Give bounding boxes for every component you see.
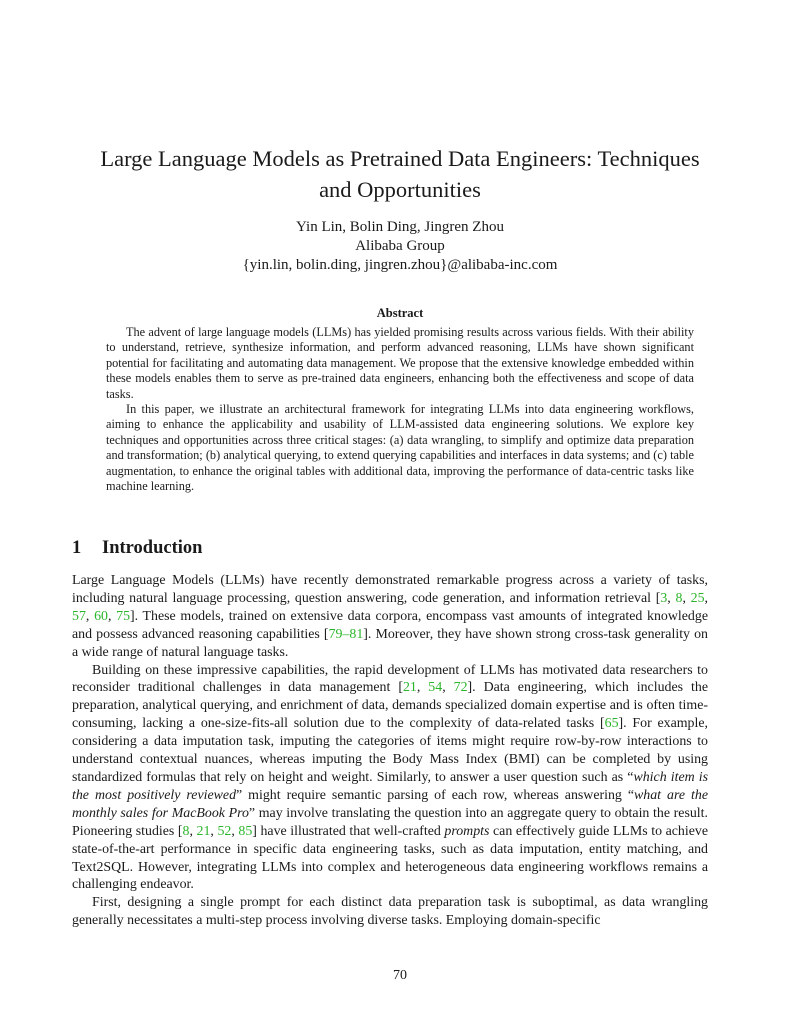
section-number: 1 [72, 538, 82, 558]
intro-paragraph-1: Large Language Models (LLMs) have recently demonstrated remarkable progress across a variety of tasks, including natural language processing, question answering, code generation, and information retrieval [3, 8, 25, 57, 60, 75]. These models, trained on extensive data corpora, encompass vast amounts of integrated knowledge and possess advanced reasoning capabilities [79–81]. Moreover, they have shown strong cross-task generality on a wide range of natural language tasks. [72, 573, 708, 660]
intro-paragraph-3: First, designing a single prompt for each distinct data preparation task is suboptimal, as data wrangling generally necessitates a multi-step process involving diverse tasks. Employing domain-specific [72, 895, 708, 929]
citation-link[interactable]: 21 [402, 680, 417, 696]
author-block [60, 218, 740, 275]
section-title: Introduction [102, 538, 203, 558]
italic-text: which item is the most positively reviewed [72, 769, 709, 803]
abstract-paragraph-2: In this paper, we illustrate an architectural framework for integrating LLMs into data engineering workflows, aiming to enhance the applicability and usability of LLM-assisted data engineering solutions. We explore key techniques and opportunities across three critical stages: (a) data wrangling, to simplify and optimize data preparation and transformation; (b) analytical querying, to extend querying capabilities and interfaces in data systems; and (c) table augmentation, to enhance the original tables with additional data, improving the performance of data-centric tasks like machine learning. [106, 402, 694, 494]
text-run: Large Language Models (LLMs) have recently demonstrated remarkable progress across a variety of tasks, including natural language processing, question answering, code generation, and information retrieval [ [72, 573, 708, 606]
affiliation: Alibaba Group [355, 238, 445, 254]
citation-link[interactable]: 57 [72, 608, 86, 624]
italic-text: what are the monthly sales for MacBook Pro [72, 787, 708, 821]
abstract-heading: Abstract [376, 306, 424, 320]
title-line-1: Large Language Models as Pretrained Data Engineers: Techniques [100, 146, 700, 171]
text-run: can effectively guide LLMs to achieve state-of-the-art performance in specific data engineering tasks, such as data imputation, entity matching, and Text2SQL. However, integrating LLMs into complex and heterogeneous data engineering workflows remains a challenging endeavor. [72, 823, 709, 893]
intro-paragraph-2: Building on these impressive capabilities, the rapid development of LLMs has motivated data researchers to reconsider traditional challenges in data management [21, 54, 72]. Data engineering, which includes the preparation, analytical querying, and enrichment of data, demands specialized domain expertise and is often time-consuming, lacking a one-size-fits-all solution due to the complexity of data-related tasks [65]. For example, considering a data imputation task, imputing the categories of items might require row-by-row interactions to understand contextual nuances, whereas imputing the Body Mass Index (BMI) can be completed by using standardized formulas that rely on height and weight. Similarly, to answer a user question such as “which item is the most positively reviewed” might require semantic parsing of each row, whereas answering “what are the monthly sales for MacBook Pro” may involve translating the question into an aggregate query to obtain the result. Pioneering studies [8, 21, 52, 85] have illustrated that well-crafted prompts can effectively guide LLMs to achieve state-of-the-art performance in specific data engineering tasks, such as data imputation, entity matching, and Text2SQL. However, integrating LLMs into complex and heterogeneous data engineering workflows remains a challenging endeavor. [72, 662, 709, 893]
citation-link[interactable]: 8 [675, 590, 683, 606]
section-heading-introduction [72, 538, 202, 559]
author-names: Yin Lin, Bolin Ding, Jingren Zhou [296, 219, 504, 235]
italic-text: prompts [444, 823, 490, 839]
citation-link[interactable]: 60 [94, 608, 108, 624]
citation-link[interactable]: 75 [116, 608, 131, 624]
introduction-body [72, 572, 708, 930]
abstract-body [106, 325, 694, 494]
citation-link[interactable]: 52 [217, 823, 232, 839]
citation-link[interactable]: 85 [238, 823, 253, 839]
text-run: ]. Data engineering, which includes the preparation, analytical querying, and enrichment of data, demands specialized domain expertise and is often time-consuming, lacking a one-size-fits-all solution due to the complexity of data-related tasks [ [72, 680, 708, 732]
citation-link[interactable]: 79–81 [328, 626, 364, 642]
citation-link[interactable]: 65 [604, 716, 619, 732]
text-run: Building on these impressive capabilities, the rapid development of LLMs has motivated data researchers to reconsider traditional challenges in data management [ [72, 662, 708, 696]
text-run: ” might require semantic parsing of each row, whereas answering “ [236, 787, 635, 803]
citation-link[interactable]: 54 [428, 680, 443, 696]
title-line-2: and Opportunities [319, 177, 481, 202]
text-run: ]. For example, considering a data imputation task, imputing the categories of items might require row-by-row interactions to understand contextual nuances, whereas imputing the Body Mass Index (BMI) can be completed by using standardized formulas that rely on height and weight. Similarly, to answer a user question such as “ [72, 716, 708, 785]
citation-link[interactable]: 8 [182, 823, 190, 839]
citation-link[interactable]: 3 [660, 590, 668, 606]
text-run: ” may involve translating the question into an aggregate query to obtain the result. Pioneering studies [ [72, 805, 708, 839]
citation-link[interactable]: 21 [196, 823, 211, 839]
text-run: ]. These models, trained on extensive data corpora, encompass vast amounts of integrated knowledge and possess advanced reasoning capabilities [ [72, 608, 708, 642]
citation-link[interactable]: 25 [690, 590, 705, 606]
citation-link[interactable]: 72 [453, 680, 468, 696]
paper-title [60, 143, 740, 205]
page-number: 70 [393, 968, 407, 983]
abstract-paragraph-1: The advent of large language models (LLMs) has yielded promising results across various fields. With their ability to understand, retrieve, synthesize information, and perform advanced reasoning, LLMs have shown significant potential for facilitating and automating data management. We propose that the extensive knowledge embedded within these models enables them to serve as pre-trained data engineers, enhancing both the effectiveness and scope of data tasks. [106, 325, 694, 401]
author-emails: {yin.lin, bolin.ding, jingren.zhou}@alibaba-inc.com [242, 257, 558, 273]
text-run: ] have illustrated that well-crafted [252, 823, 445, 839]
text-run: ]. Moreover, they have shown strong cross-task generality on a wide range of natural language tasks. [72, 626, 708, 660]
